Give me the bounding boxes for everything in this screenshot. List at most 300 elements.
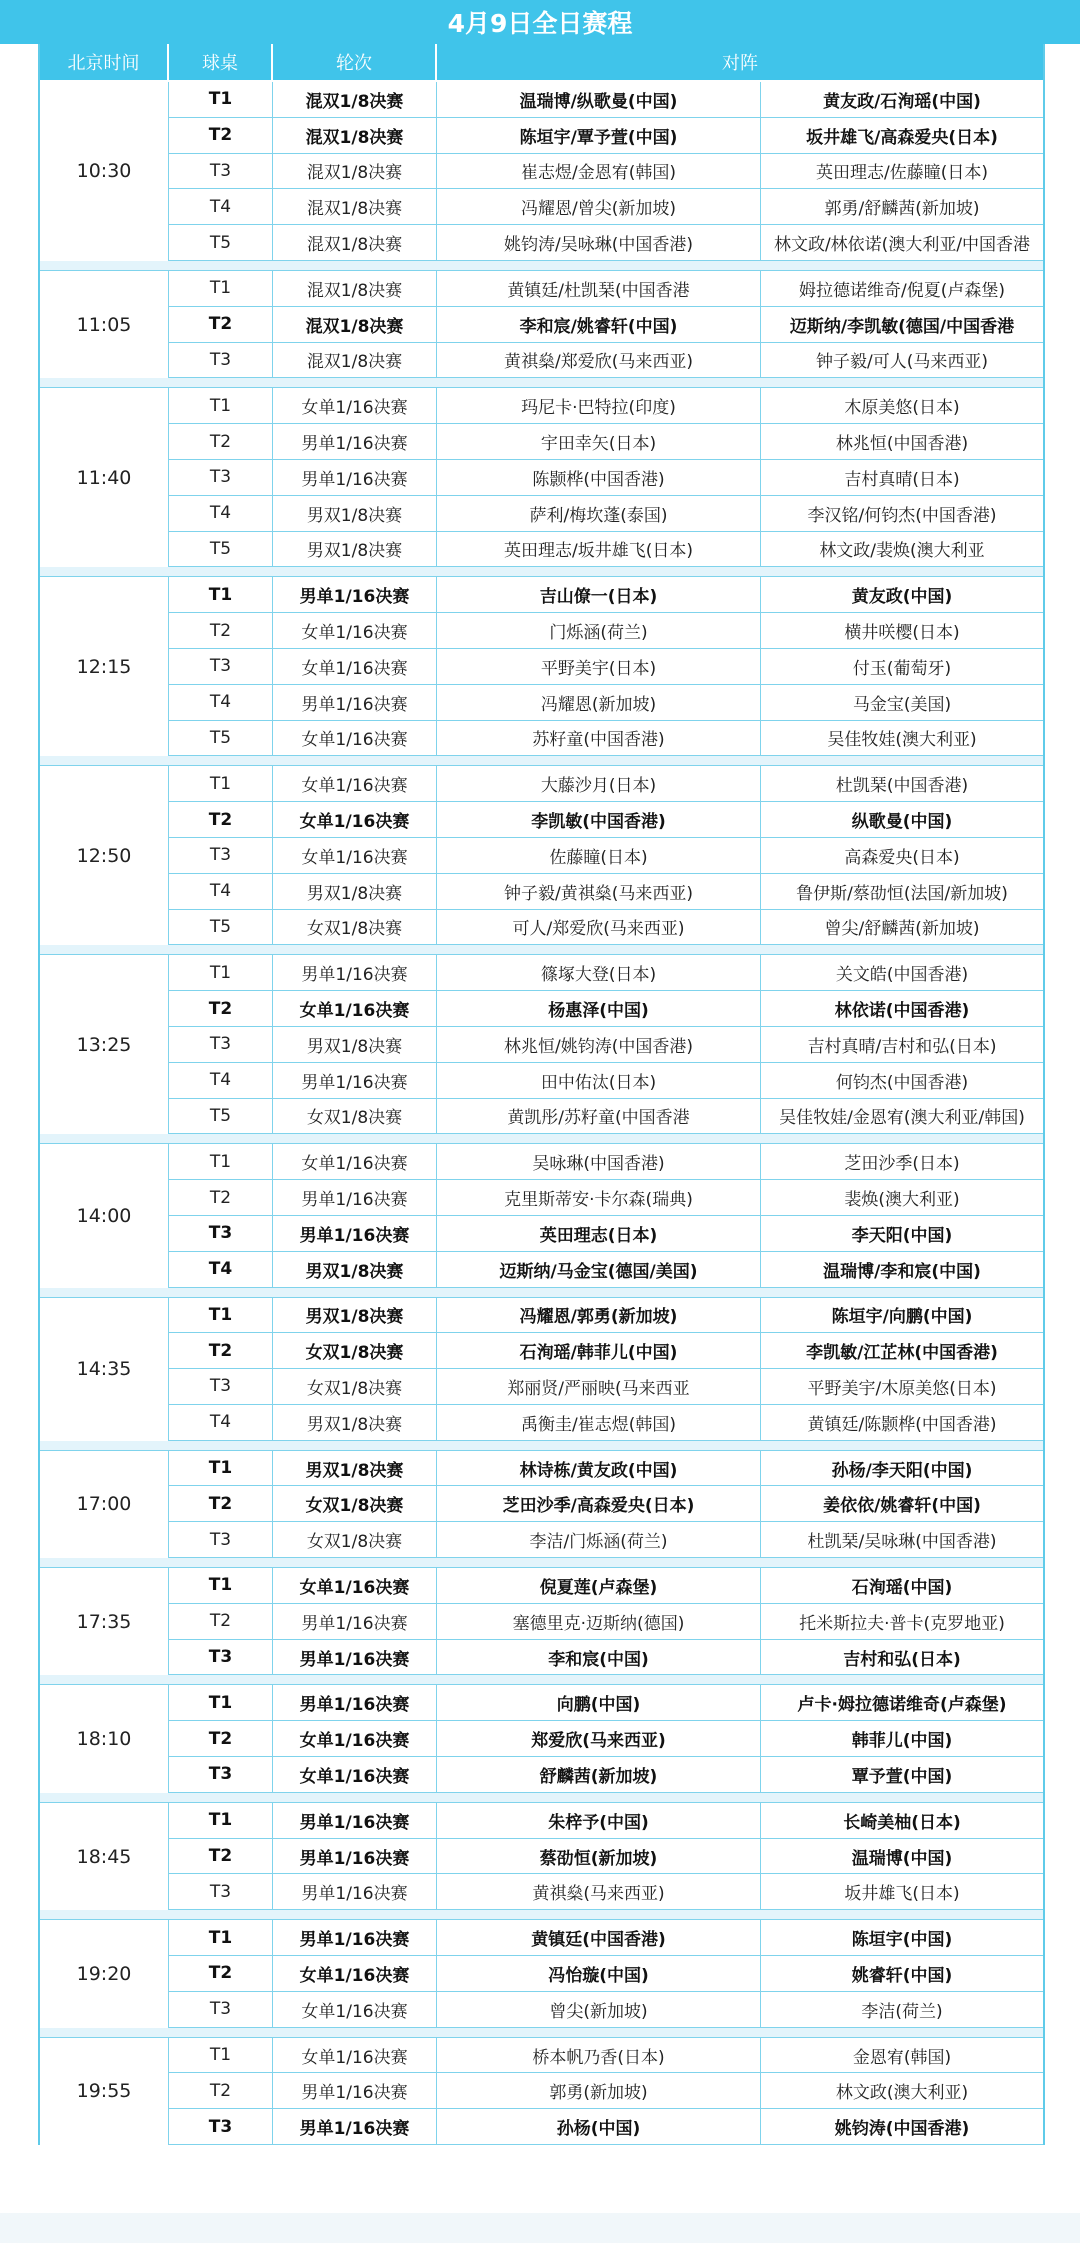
table-row (169, 649, 1043, 685)
match-rows (169, 1568, 1043, 1675)
player-one-cell: 李洁/门烁涵(荷兰) (437, 1522, 761, 1557)
table-row (169, 1216, 1043, 1252)
player-one-cell: 冯耀恩/郭勇(新加坡) (437, 1298, 761, 1333)
player-two-cell: 横井咲樱(日本) (844, 623, 960, 644)
round-cell: 男单1/16决赛 (273, 955, 437, 990)
player-two-cell: 托米斯拉夫·普卡(克罗地亚) (799, 1613, 1005, 1634)
table-row (169, 496, 1043, 532)
table-cell: T3 (169, 1369, 273, 1404)
round-cell: 女单1/16决赛 (273, 1956, 437, 1991)
round-cell: 男双1/8决赛 (273, 1405, 437, 1440)
table-row (169, 271, 1043, 307)
table-row (169, 2109, 1043, 2145)
player-one-cell: 黄镇廷(中国香港) (437, 1920, 761, 1955)
round-cell: 混双1/8决赛 (273, 154, 437, 189)
table-cell: T3 (169, 343, 273, 378)
table-row (169, 82, 1043, 118)
player-one-cell: 克里斯蒂安·卡尔森(瑞典) (437, 1180, 761, 1215)
round-cell: 男单1/16决赛 (273, 1803, 437, 1838)
player-one-cell: 苏籽童(中国香港) (437, 721, 761, 756)
player-two-cell: 坂井雄飞/高森爱央(日本) (806, 127, 998, 148)
match-rows (169, 766, 1043, 945)
round-cell: 女单1/16决赛 (273, 613, 437, 648)
table-row (169, 1604, 1043, 1640)
table-row (169, 1180, 1043, 1216)
round-cell: 男双1/8决赛 (273, 532, 437, 567)
player-two-cell: 姚睿轩(中国) (851, 1965, 953, 1986)
player-two-cell: 杜凯琹/吴咏琳(中国香港) (807, 1532, 997, 1553)
table-cell: T3 (169, 460, 273, 495)
player-one-cell: 吉山僚一(日本) (437, 577, 761, 612)
time-slot-block (40, 82, 1043, 261)
player-one-cell: 曾尖(新加坡) (437, 1992, 761, 2027)
player-one-cell: 桥本帆乃香(日本) (437, 2038, 761, 2073)
round-cell: 混双1/8决赛 (273, 225, 437, 260)
time-slot: 14:35 (40, 1298, 169, 1441)
time-slot-block (40, 388, 1043, 567)
round-cell: 混双1/8决赛 (273, 189, 437, 224)
block-separator (40, 1793, 1043, 1803)
player-two-cell: 吉村真晴/吉村和弘(日本) (807, 1036, 997, 1057)
player-one-cell: 宇田幸矢(日本) (437, 424, 761, 459)
player-one-cell: 冯怡璇(中国) (437, 1956, 761, 1991)
player-two-cell: 李凯敏/江芷林(中国香港) (806, 1343, 998, 1364)
block-separator (40, 1675, 1043, 1685)
match-rows (169, 577, 1043, 756)
player-two-cell: 裴焕(澳大利亚) (844, 1190, 960, 1210)
table-cell: T4 (169, 685, 273, 720)
table-cell: T2 (169, 1180, 273, 1215)
round-cell: 女双1/8决赛 (273, 1522, 437, 1557)
table-cell: T1 (169, 1685, 273, 1720)
time-slot: 19:20 (40, 1920, 169, 2027)
time-slot-block (40, 766, 1043, 945)
table-row (169, 1369, 1043, 1405)
table-row (169, 1451, 1043, 1487)
player-one-cell: 大藤沙月(日本) (437, 766, 761, 801)
player-one-cell: 郑爱欣(马来西亚) (437, 1721, 761, 1756)
block-separator (40, 567, 1043, 577)
round-cell: 男双1/8决赛 (273, 1252, 437, 1287)
table-row (169, 1486, 1043, 1522)
table-row (169, 1568, 1043, 1604)
table-cell: T1 (169, 82, 273, 117)
page-title: 4月9日全日赛程 (0, 0, 1080, 44)
table-cell: T1 (169, 271, 273, 306)
table-row (169, 955, 1043, 991)
table-cell: T2 (169, 991, 273, 1026)
table-cell: T1 (169, 1803, 273, 1838)
table-cell: T1 (169, 1451, 273, 1486)
time-slot: 10:30 (40, 82, 169, 261)
player-one-cell: 孙杨(中国) (437, 2109, 761, 2144)
time-slot-block (40, 955, 1043, 1134)
table-cell: T1 (169, 955, 273, 990)
table-cell: T2 (169, 1486, 273, 1521)
match-rows (169, 388, 1043, 567)
player-two-cell: 吉村和弘(日本) (843, 1649, 961, 1670)
round-cell: 女双1/8决赛 (273, 1486, 437, 1521)
table-row (169, 991, 1043, 1027)
time-slot: 18:45 (40, 1803, 169, 1910)
table-cell: T5 (169, 1099, 273, 1134)
time-slot-block (40, 1451, 1043, 1558)
player-one-cell: 李凯敏(中国香港) (437, 802, 761, 837)
round-cell: 男双1/8决赛 (273, 1027, 437, 1062)
player-one-cell: 芝田沙季/高森爱央(日本) (437, 1486, 761, 1521)
round-cell: 男双1/8决赛 (273, 874, 437, 909)
table-cell: T1 (169, 766, 273, 801)
block-separator (40, 1134, 1043, 1144)
table-row (169, 910, 1043, 946)
player-one-cell: 英田理志/坂井雄飞(日本) (437, 532, 761, 567)
table-cell: T3 (169, 1757, 273, 1792)
table-row (169, 154, 1043, 190)
match-rows (169, 1803, 1043, 1910)
player-two-cell: 曾尖/舒麟茜(新加坡) (824, 919, 980, 940)
table-row (169, 577, 1043, 613)
table-row (169, 225, 1043, 261)
match-rows (169, 2038, 1043, 2145)
table-cell: T4 (169, 496, 273, 531)
table-cell: T1 (169, 1144, 273, 1179)
player-two-cell: 李汉铭/何钧杰(中国香港) (807, 505, 997, 526)
round-cell: 男单1/16决赛 (273, 2073, 437, 2108)
time-slot-block (40, 1298, 1043, 1441)
table-row (169, 388, 1043, 424)
player-one-cell: 佐藤瞳(日本) (437, 838, 761, 873)
table-cell: T2 (169, 1721, 273, 1756)
time-slot: 13:25 (40, 955, 169, 1134)
player-two-cell: 高森爱央(日本) (844, 847, 960, 868)
round-cell: 男双1/8决赛 (273, 1298, 437, 1333)
round-cell: 女单1/16决赛 (273, 838, 437, 873)
player-two-cell: 杜凯琹(中国香港) (835, 776, 969, 797)
match-rows (169, 1920, 1043, 2027)
table-cell: T4 (169, 1405, 273, 1440)
table-cell: T5 (169, 532, 273, 567)
table-cell: T4 (169, 1063, 273, 1098)
player-two-cell: 吴佳牧娃(澳大利亚) (827, 730, 977, 751)
round-cell: 混双1/8决赛 (273, 271, 437, 306)
table-cell: T3 (169, 154, 273, 189)
player-two-cell: 芝田沙季(日本) (844, 1154, 960, 1175)
round-cell: 男单1/16决赛 (273, 1063, 437, 1098)
table-cell: T2 (169, 1956, 273, 1991)
time-slot-block (40, 1568, 1043, 1675)
player-one-cell: 黄凯彤/苏籽童(中国香港 (437, 1099, 761, 1134)
time-slot-block (40, 1144, 1043, 1287)
player-two-cell: 林依诺(中国香港) (834, 1001, 970, 1022)
player-two-cell: 温瑞博(中国) (851, 1848, 953, 1869)
player-one-cell: 黄镇廷/杜凯琹(中国香港 (437, 271, 761, 306)
table-cell: T2 (169, 802, 273, 837)
block-separator (40, 378, 1043, 388)
player-two-cell: 石洵瑶(中国) (851, 1577, 953, 1598)
table-cell: T1 (169, 1298, 273, 1333)
table-cell: T3 (169, 1992, 273, 2027)
player-two-cell: 长崎美柚(日本) (843, 1812, 961, 1833)
player-one-cell: 钟子毅/黄祺燊(马来西亚) (437, 874, 761, 909)
table-row (169, 1298, 1043, 1334)
table-row (169, 1956, 1043, 1992)
table-cell: T3 (169, 838, 273, 873)
round-cell: 女单1/16决赛 (273, 388, 437, 423)
round-cell: 男单1/16决赛 (273, 1839, 437, 1874)
table-row (169, 1252, 1043, 1288)
table-cell: T3 (169, 2109, 273, 2144)
table-row (169, 1920, 1043, 1956)
player-two-cell: 黄友政/石洵瑶(中国) (823, 91, 981, 112)
round-cell: 混双1/8决赛 (273, 343, 437, 378)
round-cell: 男单1/16决赛 (273, 2109, 437, 2144)
match-rows (169, 271, 1043, 378)
player-two-cell: 林文政/林依诺(澳大利亚/中国香港 (773, 235, 1031, 256)
player-two-cell: 钟子毅/可人(马来西亚) (816, 352, 988, 373)
round-cell: 男单1/16决赛 (273, 1604, 437, 1639)
player-one-cell: 蔡劭恒(新加坡) (437, 1839, 761, 1874)
player-two-cell: 陈垣宇(中国) (851, 1930, 953, 1951)
player-two-cell: 平野美宇/木原美悠(日本) (807, 1378, 997, 1399)
player-two-cell: 吉村真晴(日本) (844, 469, 960, 490)
player-one-cell: 门烁涵(荷兰) (437, 613, 761, 648)
round-cell: 男单1/16决赛 (273, 1920, 437, 1955)
table-cell: T4 (169, 874, 273, 909)
table-row (169, 532, 1043, 568)
player-two-cell: 关文皓(中国香港) (835, 965, 969, 986)
player-two-cell: 陈垣宇/向鹏(中国) (831, 1307, 973, 1328)
player-one-cell: 崔志煜/金恩宥(韩国) (437, 154, 761, 189)
table-row (169, 1027, 1043, 1063)
schedule-body (40, 82, 1043, 2145)
time-slot: 19:55 (40, 2038, 169, 2145)
table-row (169, 2073, 1043, 2109)
time-slot: 17:35 (40, 1568, 169, 1675)
player-two-cell: 坂井雄飞(日本) (844, 1884, 960, 1905)
table-row (169, 1640, 1043, 1676)
round-cell: 女单1/16决赛 (273, 649, 437, 684)
time-slot-block (40, 577, 1043, 756)
bottom-bar (0, 2213, 1080, 2243)
table-row (169, 613, 1043, 649)
player-one-cell: 舒麟茜(新加坡) (437, 1757, 761, 1792)
player-one-cell: 朱梓予(中国) (437, 1803, 761, 1838)
round-cell: 女单1/16决赛 (273, 1144, 437, 1179)
table-row (169, 685, 1043, 721)
player-one-cell: 李和宸(中国) (437, 1640, 761, 1675)
header-round: 轮次 (273, 44, 437, 80)
player-one-cell: 冯耀恩/曾尖(新加坡) (437, 189, 761, 224)
player-one-cell: 倪夏莲(卢森堡) (437, 1568, 761, 1603)
player-one-cell: 陈颢桦(中国香港) (437, 460, 761, 495)
round-cell: 女双1/8决赛 (273, 1369, 437, 1404)
table-row (169, 424, 1043, 460)
player-two-cell: 郭勇/舒麟茜(新加坡) (824, 199, 980, 220)
header-match: 对阵 (722, 53, 758, 74)
player-two-cell: 木原美悠(日本) (844, 398, 960, 419)
player-one-cell: 石洵瑶/韩菲儿(中国) (437, 1333, 761, 1368)
table-cell: T4 (169, 189, 273, 224)
player-two-cell: 温瑞博/李和宸(中国) (823, 1261, 981, 1282)
table-cell: T4 (169, 1252, 273, 1287)
round-cell: 女单1/16决赛 (273, 1568, 437, 1603)
player-one-cell: 黄祺燊(马来西亚) (437, 1874, 761, 1909)
block-separator (40, 945, 1043, 955)
round-cell: 男单1/16决赛 (273, 577, 437, 612)
table-row (169, 721, 1043, 757)
time-slot: 14:00 (40, 1144, 169, 1287)
player-one-cell: 玛尼卡·巴特拉(印度) (437, 388, 761, 423)
player-two-cell: 吴佳牧娃/金恩宥(澳大利亚/韩国) (779, 1108, 1025, 1129)
table-row (169, 838, 1043, 874)
table-cell: T3 (169, 1027, 273, 1062)
block-separator (40, 1288, 1043, 1298)
round-cell: 男单1/16决赛 (273, 1180, 437, 1215)
player-one-cell: 姚钧涛/吴咏琳(中国香港) (437, 225, 761, 260)
player-two-cell: 韩菲儿(中国) (851, 1731, 953, 1752)
player-two-cell: 姚钧涛(中国香港) (834, 2119, 970, 2140)
player-one-cell: 禹衡圭/崔志煜(韩国) (437, 1405, 761, 1440)
table-row (169, 1405, 1043, 1441)
table-row (169, 1992, 1043, 2028)
table-cell: T2 (169, 2073, 273, 2108)
player-one-cell: 向鹏(中国) (437, 1685, 761, 1720)
schedule-table (38, 44, 1045, 2145)
round-cell: 女双1/8决赛 (273, 910, 437, 945)
round-cell: 男单1/16决赛 (273, 1640, 437, 1675)
match-rows (169, 1451, 1043, 1558)
player-two-cell: 何钧杰(中国香港) (835, 1072, 969, 1093)
round-cell: 男单1/16决赛 (273, 460, 437, 495)
player-one-cell: 杨惠泽(中国) (437, 991, 761, 1026)
table-row (169, 1522, 1043, 1558)
round-cell: 男双1/8决赛 (273, 496, 437, 531)
round-cell: 女单1/16决赛 (273, 1757, 437, 1792)
round-cell: 男单1/16决赛 (273, 424, 437, 459)
table-header (40, 44, 1043, 82)
round-cell: 男双1/8决赛 (273, 1451, 437, 1486)
table-row (169, 118, 1043, 154)
player-two-cell: 马金宝(美国) (852, 694, 952, 715)
match-rows (169, 1144, 1043, 1287)
player-one-cell: 可人/郑爱欣(马来西亚) (437, 910, 761, 945)
time-slot-block (40, 1685, 1043, 1792)
round-cell: 女双1/8决赛 (273, 1099, 437, 1134)
player-two-cell: 纵歌曼(中国) (851, 812, 953, 833)
player-one-cell: 陈垣宇/覃予萱(中国) (437, 118, 761, 153)
table-cell: T1 (169, 2038, 273, 2073)
table-cell: T2 (169, 613, 273, 648)
player-two-cell: 李天阳(中国) (851, 1225, 953, 1246)
table-cell: T2 (169, 307, 273, 342)
table-cell: T2 (169, 118, 273, 153)
table-row (169, 766, 1043, 802)
player-two-cell: 付玉(葡萄牙) (852, 658, 952, 679)
player-one-cell: 篠塚大登(日本) (437, 955, 761, 990)
table-cell: T5 (169, 225, 273, 260)
table-row (169, 460, 1043, 496)
time-slot-block (40, 2038, 1043, 2145)
player-one-cell: 田中佑汰(日本) (437, 1063, 761, 1098)
player-one-cell: 郭勇(新加坡) (437, 2073, 761, 2108)
player-two-cell: 林兆恒(中国香港) (835, 434, 969, 455)
table-cell: T3 (169, 1874, 273, 1909)
table-row (169, 189, 1043, 225)
table-row (169, 1144, 1043, 1180)
player-two-cell: 孙杨/李天阳(中国) (831, 1460, 973, 1481)
match-rows (169, 1298, 1043, 1441)
player-one-cell: 英田理志(日本) (437, 1216, 761, 1251)
header-table: 球桌 (169, 44, 273, 80)
round-cell: 男单1/16决赛 (273, 1685, 437, 1720)
table-row (169, 1333, 1043, 1369)
player-two-cell: 黄镇廷/陈颢桦(中国香港) (807, 1414, 997, 1435)
time-slot: 11:05 (40, 271, 169, 378)
player-one-cell: 黄祺燊/郑爱欣(马来西亚) (437, 343, 761, 378)
round-cell: 女单1/16决赛 (273, 991, 437, 1026)
block-separator (40, 261, 1043, 271)
round-cell: 女单1/16决赛 (273, 802, 437, 837)
block-separator (40, 2028, 1043, 2038)
player-two-cell: 英田理志/佐藤瞳(日本) (816, 163, 988, 184)
table-cell: T1 (169, 1568, 273, 1603)
time-slot: 12:50 (40, 766, 169, 945)
time-slot: 17:00 (40, 1451, 169, 1558)
round-cell: 男单1/16决赛 (273, 685, 437, 720)
round-cell: 女单1/16决赛 (273, 1721, 437, 1756)
table-row (169, 1874, 1043, 1910)
player-one-cell: 林诗栋/黄友政(中国) (437, 1451, 761, 1486)
block-separator (40, 756, 1043, 766)
table-cell: T1 (169, 1920, 273, 1955)
table-row (169, 802, 1043, 838)
player-two-cell: 李洁(荷兰) (861, 2001, 943, 2022)
table-row (169, 874, 1043, 910)
time-slot: 11:40 (40, 388, 169, 567)
player-two-cell: 姜依依/姚睿轩(中国) (823, 1496, 981, 1517)
table-row (169, 1063, 1043, 1099)
player-one-cell: 塞德里克·迈斯纳(德国) (437, 1604, 761, 1639)
table-row (169, 1803, 1043, 1839)
player-two-cell: 林文政/裴焕(澳大利亚 (819, 541, 985, 562)
round-cell: 混双1/8决赛 (273, 307, 437, 342)
round-cell: 混双1/8决赛 (273, 82, 437, 117)
table-cell: T1 (169, 388, 273, 423)
round-cell: 女双1/8决赛 (273, 1333, 437, 1368)
round-cell: 女单1/16决赛 (273, 721, 437, 756)
round-cell: 混双1/8决赛 (273, 118, 437, 153)
table-cell: T1 (169, 577, 273, 612)
table-cell: T2 (169, 1604, 273, 1639)
player-one-cell: 迈斯纳/马金宝(德国/美国) (437, 1252, 761, 1287)
table-cell: T2 (169, 1839, 273, 1874)
round-cell: 女单1/16决赛 (273, 1992, 437, 2027)
table-cell: T5 (169, 910, 273, 945)
match-rows (169, 82, 1043, 261)
time-slot: 12:15 (40, 577, 169, 756)
time-slot: 18:10 (40, 1685, 169, 1792)
table-row (169, 1757, 1043, 1793)
round-cell: 女单1/16决赛 (273, 2038, 437, 2073)
table-row (169, 343, 1043, 379)
header-time: 北京时间 (40, 44, 169, 80)
player-one-cell: 李和宸/姚睿轩(中国) (437, 307, 761, 342)
round-cell: 男单1/16决赛 (273, 1874, 437, 1909)
player-one-cell: 萨利/梅坎蓬(泰国) (437, 496, 761, 531)
player-one-cell: 温瑞博/纵歌曼(中国) (437, 82, 761, 117)
table-row (169, 1839, 1043, 1875)
player-two-cell: 卢卡·姆拉德诺维奇(卢森堡) (797, 1695, 1007, 1716)
